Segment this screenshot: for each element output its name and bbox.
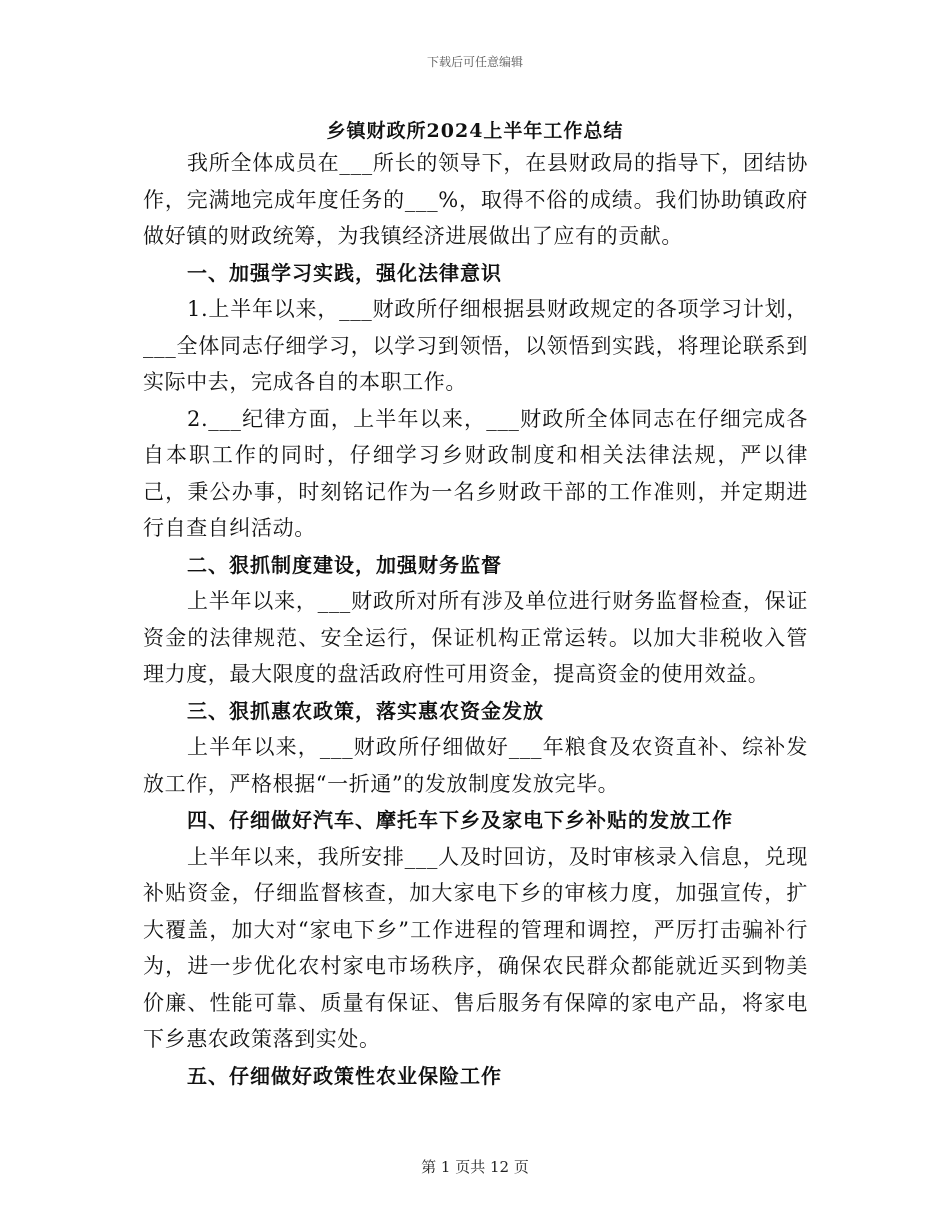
section-heading-4: 四、仔细做好汽车、摩托车下乡及家电下乡补贴的发放工作 xyxy=(187,808,733,832)
paragraph-3: 上半年以来，___财政所仔细做好___年粮食及农资直补、综补发放工作，严格根据“一折通”的发放制度发放完毕。 xyxy=(143,735,808,796)
document-title: 乡镇财政所2024上半年工作总结 xyxy=(326,120,624,142)
section-heading-5: 五、仔细做好政策性农业保险工作 xyxy=(187,1063,502,1088)
section-heading-2: 二、狠抓制度建设，加强财务监督 xyxy=(187,552,502,577)
paragraph-1-2: 2.___纪律方面，上半年以来，___财政所全体同志在仔细完成各自本职工作的同时，仔细学习乡财政制度和相关法律法规，严以律己，秉公办事，时刻铭记作为一名乡财政干部的工作准则，并定期进行自查自纠活动。 xyxy=(143,406,808,540)
section-heading-1: 一、加强学习实践，强化法律意识 xyxy=(187,260,502,285)
section-heading-3: 三、狠抓惠农政策，落实惠农资金发放 xyxy=(187,698,544,723)
page-footer: 第 1 页共 12 页 xyxy=(421,1158,529,1176)
paragraph-4: 上半年以来，我所安排___人及时回访，及时审核录入信息，兑现补贴资金，仔细监督核查，加大家电下乡的审核力度，加强宣传，扩大覆盖，加大对“家电下乡”工作进程的管理和调控，严厉打击骗补行为，进一步优化农村家电市场秩序，确保农民群众都能就近买到物美价廉、性能可靠、质量有保证、售后服务有保障的家电产品，将家电下乡惠农政策落到实处。 xyxy=(143,844,808,1051)
paragraph-1-1: 1.上半年以来，___财政所仔细根据县财政规定的各项学习计划，___全体同志仔细学习，以学习到领悟，以领悟到实践，将理论联系到实际中去，完成各自的本职工作。 xyxy=(143,297,808,394)
paragraph-2: 上半年以来，___财政所对所有涉及单位进行财务监督检查，保证资金的法律规范、安全运行，保证机构正常运转。以加大非税收入管理力度，最大限度的盘活政府性可用资金，提高资金的使用效益。 xyxy=(143,589,808,686)
header-note: 下载后可任意编辑 xyxy=(426,55,523,69)
document-body xyxy=(143,145,808,1094)
paragraph-intro: 我所全体成员在___所长的领导下，在县财政局的指导下，团结协作，完满地完成年度任务的___%，取得不俗的成绩。我们协助镇政府做好镇的财政统筹，为我镇经济进展做出了应有的贡献。 xyxy=(143,151,808,248)
